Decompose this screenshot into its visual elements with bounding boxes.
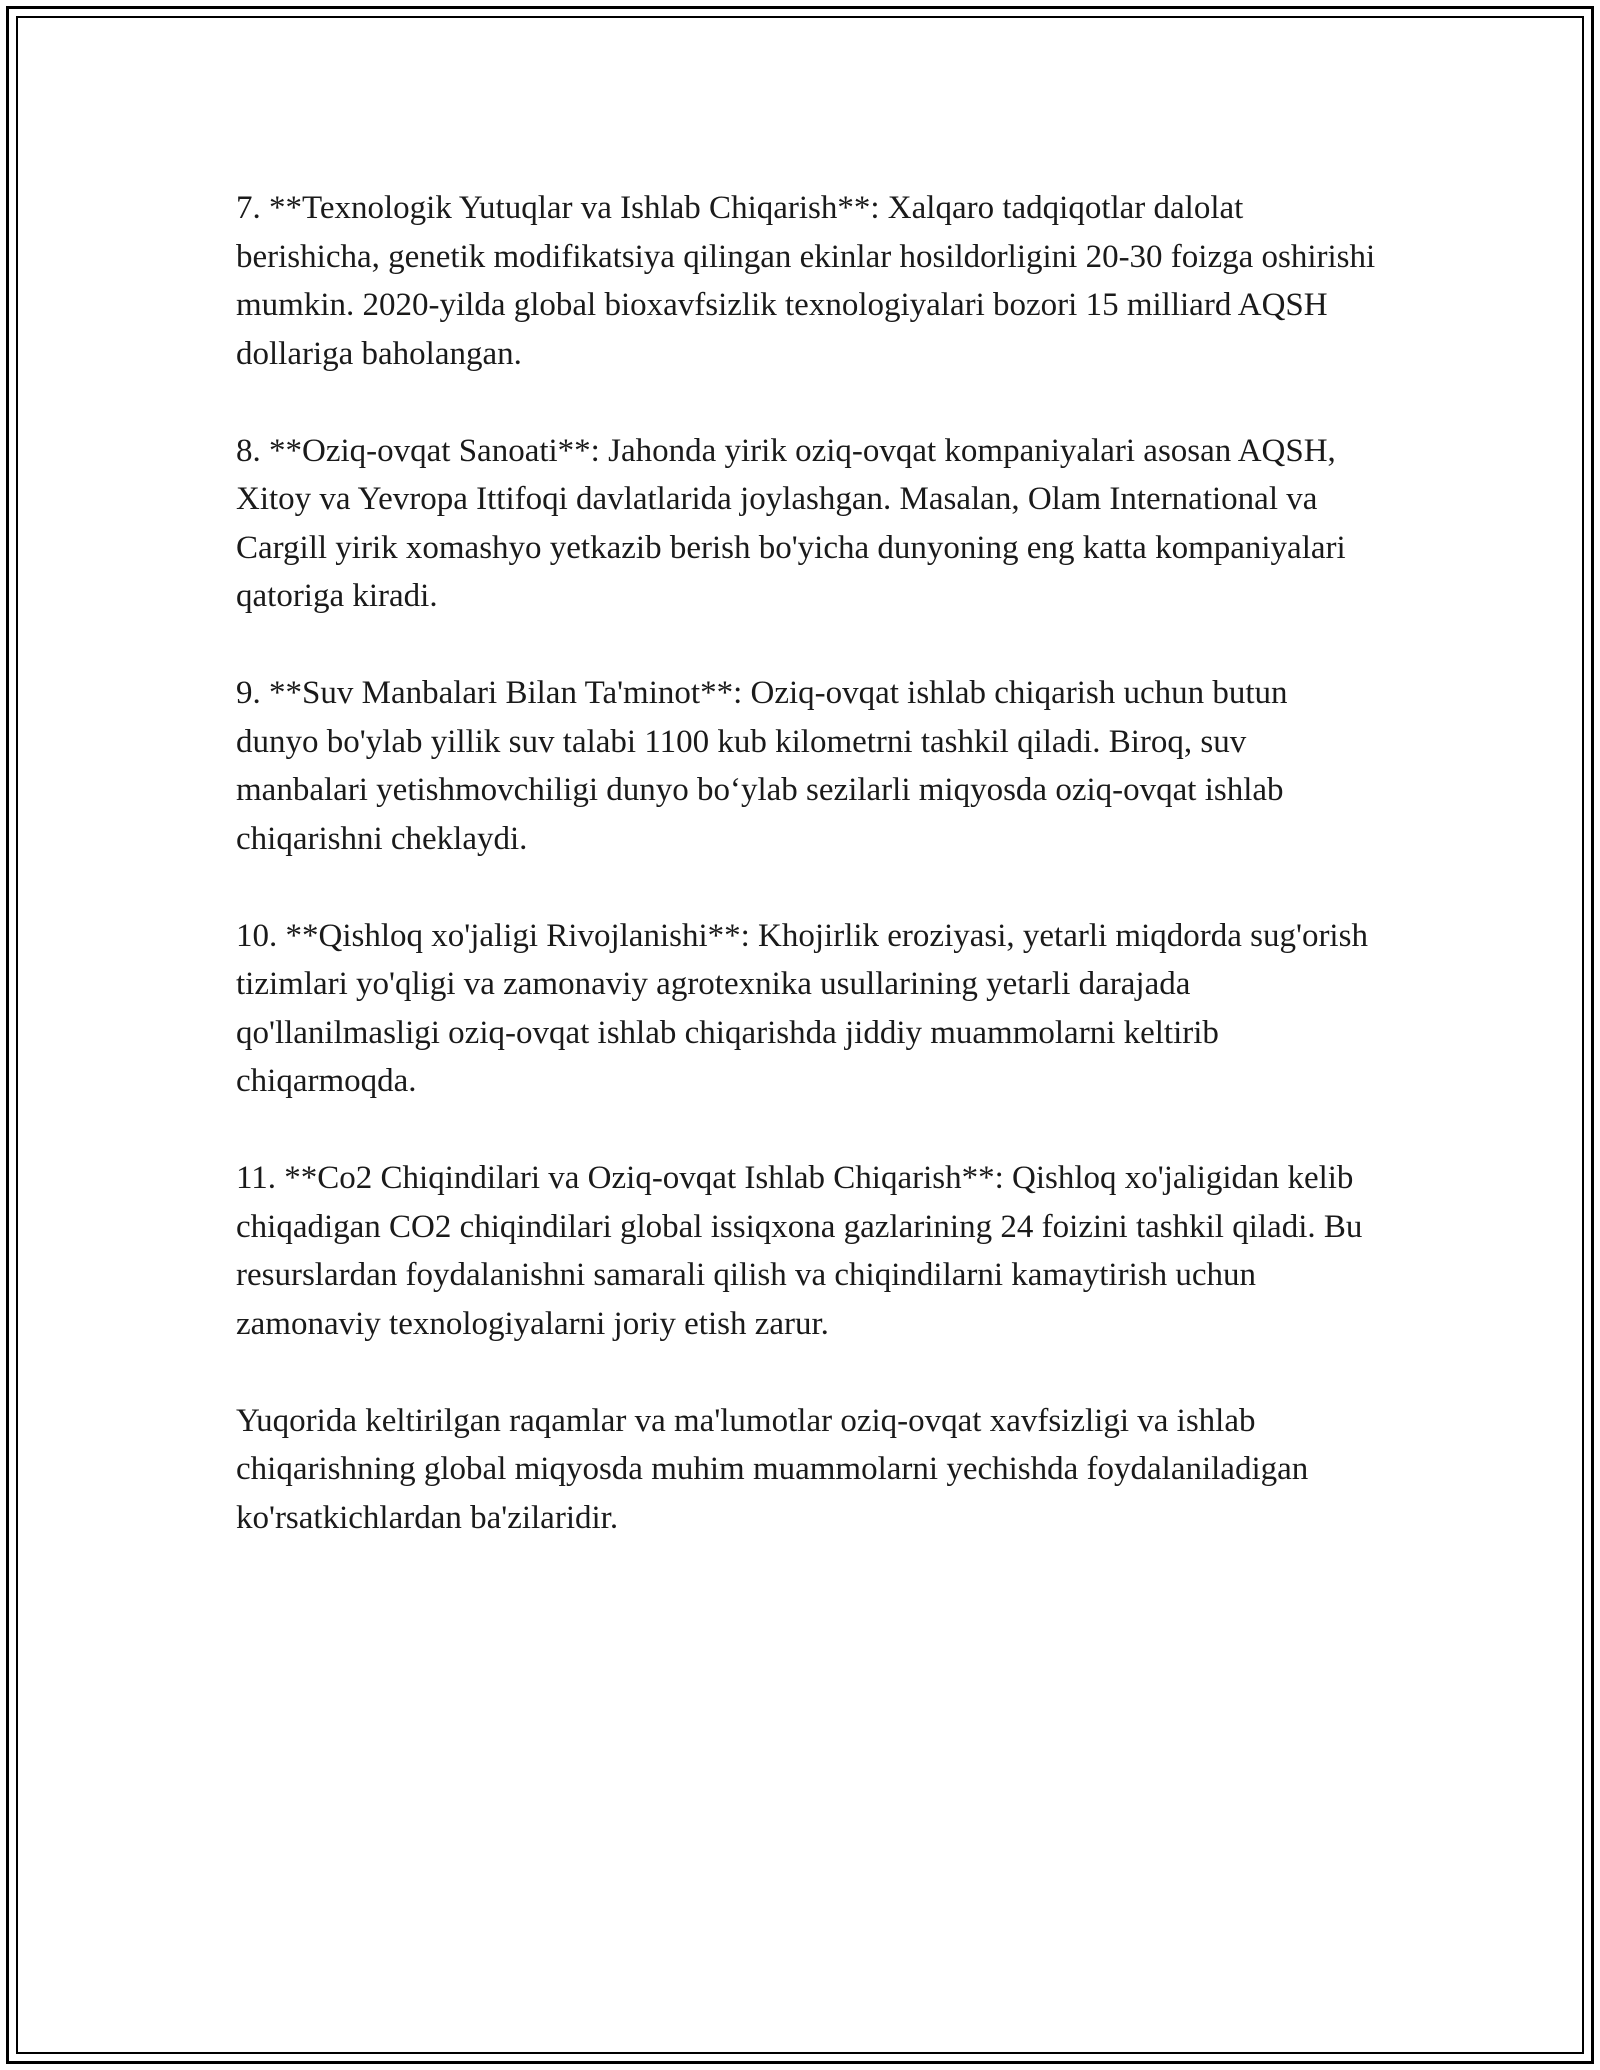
paragraph-item-11: 11. **Co2 Chiqindilari va Oziq-ovqat Ishlab Chiqarish**: Qishloq xo'jaligidan kelib chiqadigan CO2 chiqindilari global issiqxona gazlarining 24 foizini tashkil qiladi. Bu resurslardan foydalanishni samarali qilish va chiqindilarni kamaytirish uchun zamonaviy texnologiyalarni joriy etish zarur. (236, 1160, 1363, 1342)
paragraph-item-9: 9. **Suv Manbalari Bilan Ta'minot**: Oziq-ovqat ishlab chiqarish uchun butun dunyo bo'ylab yillik suv talabi 1100 kub kilometrni tashkil qiladi. Biroq, suv manbalari yetishmovchiligi dunyo bo‘ylab sezilarli miqyosda oziq-ovqat ishlab chiqarishni cheklaydi. (236, 675, 1288, 857)
paragraph-item-10: 10. **Qishloq xo'jaligi Rivojlanishi**: Khojirlik eroziyasi, yetarli miqdorda sug'orish tizimlari yo'qligi va zamonaviy agrotexnika usullarining yetarli darajada qo'llanilmasligi oziq-ovqat ishlab chiqarishda jiddiy muammolarni keltirib chiqarmoqda. (236, 917, 1368, 1099)
paragraph-item-7: 7. **Texnologik Yutuqlar va Ishlab Chiqarish**: Xalqaro tadqiqotlar dalolat berishicha, genetik modifikatsiya qilingan ekinlar hosildorligini 20-30 foizga oshirishi mumkin. 2020-yilda global bioxavfsizlik texnologiyalari bozori 15 milliard AQSH dollariga baholangan. (236, 190, 1376, 372)
document-body (236, 184, 1376, 1542)
closing-paragraph: Yuqorida keltirilgan raqamlar va ma'lumotlar oziq-ovqat xavfsizligi va ishlab chiqarishning global miqyosda muhim muammolarni yechishda foydalaniladigan ko'rsatkichlardan ba'zilaridir. (236, 1402, 1309, 1536)
paragraph-item-8: 8. **Oziq-ovqat Sanoati**: Jahonda yirik oziq-ovqat kompaniyalari asosan AQSH, Xitoy va Yevropa Ittifoqi davlatlarida joylashgan. Masalan, Olam International va Cargill yirik xomashyo yetkazib berish bo'yicha dunyoning eng katta kompaniyalari qatoriga kiradi. (236, 432, 1346, 614)
